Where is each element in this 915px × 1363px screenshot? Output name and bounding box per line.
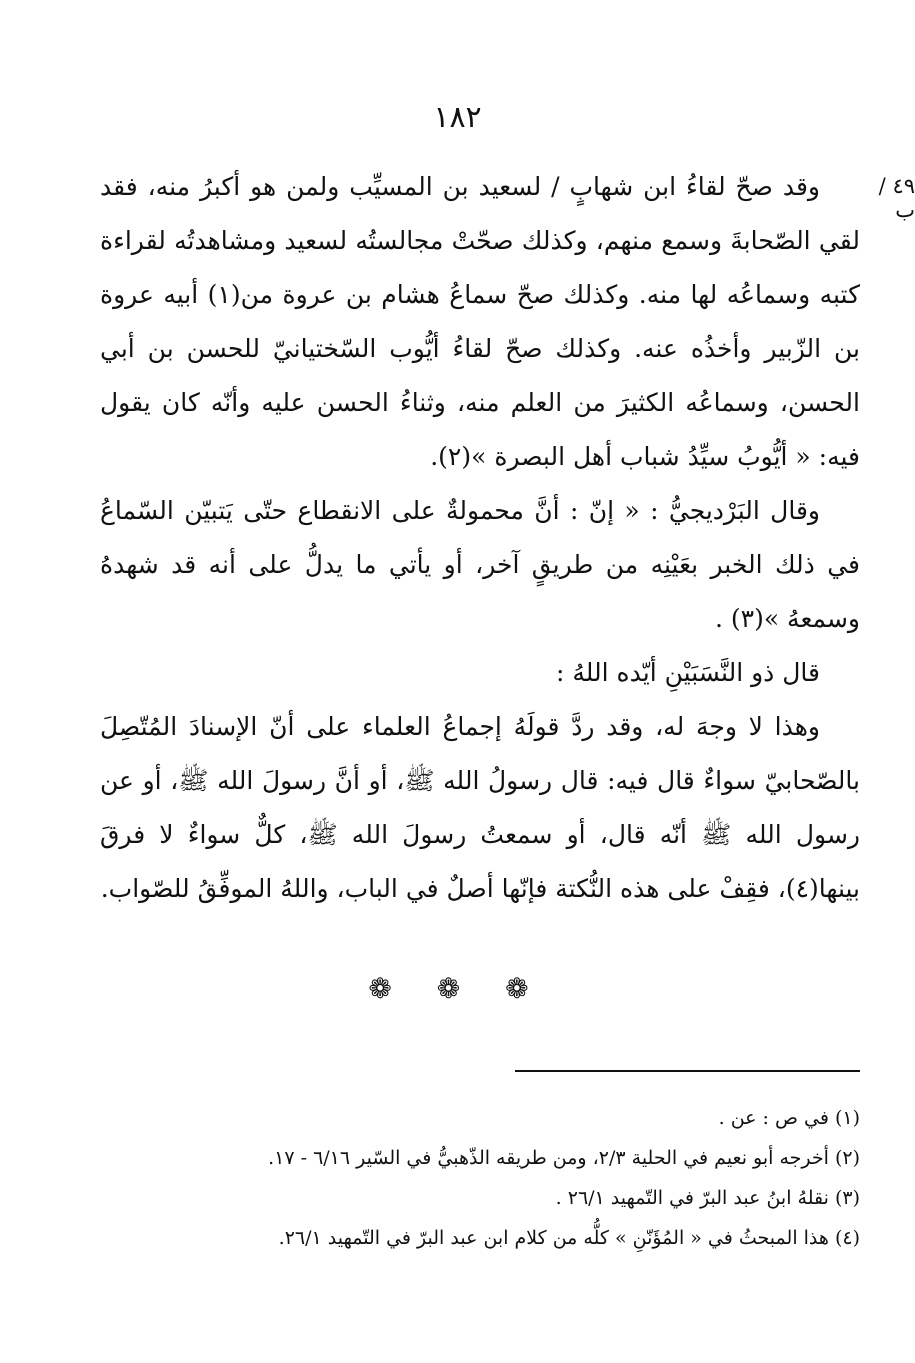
footnote: (٢) أخرجه أبو نعيم في الحلية ٢/٣، ومن طريقه الذّهبيُّ في السّير ٦/١٦ - ١٧. bbox=[268, 1147, 860, 1169]
paragraph: وقد صحّ لقاءُ ابن شهابٍ / لسعيد بن المسيِّب ولمن هو أكبرُ منه، فقد لقي الصّحابةَ وسمع منهم، وكذلك صحّتْ مجالستُه لسعيد ومشاهدتُه لقراءة كتبه وسماعُه لها منه. وكذلك صحّ سماعُ هشام بن عروة من(١) أبيه عروة بن الزّبير وأخذُه عنه. وكذلك صحّ لقاءُ أيُّوب السّختيانيّ للحسن بن أبي الحسن، وسماعُه الكثيرَ من العلم منه، وثناءُ الحسن عليه وأنّه كان يقول فيه: « أيُّوبُ سيِّدُ شباب أهل البصرة »(٢). bbox=[100, 172, 860, 471]
section-ornament-icon: ❁ ❁ ❁ bbox=[368, 972, 547, 1005]
paragraph: وقال البَرْديجيُّ : « إنّ : أنَّ محمولةٌ على الانقطاع حتّى يَتبيّن السّماعُ في ذلك الخبر بعَيْنِه من طريقٍ آخر، أو يأتي ما يدلُّ على أنه قد شهدهُ وسمعهُ »(٣) . bbox=[100, 496, 860, 633]
footnote-divider bbox=[515, 1070, 860, 1072]
manuscript-folio-reference: ٤٩ / ب bbox=[878, 174, 915, 222]
footnote: (١) في ص : عن . bbox=[718, 1107, 860, 1129]
page-number: ١٨٢ bbox=[433, 100, 482, 135]
footnote: (٣) نقلهُ ابنُ عبد البرّ في التّمهيد ٢٦/١ . bbox=[555, 1187, 860, 1209]
footnotes bbox=[150, 1098, 860, 1258]
main-text bbox=[100, 160, 860, 916]
paragraph: وهذا لا وجهَ له، وقد ردَّ قولَهُ إجماعُ العلماء على أنّ الإسنادَ المُتّصِلَ بالصّحابيّ سواءٌ قال فيه: قال رسولُ الله ﷺ، أو أنَّ رسولَ الله ﷺ، أو عن رسول الله ﷺ أنّه قال، أو سمعتُ رسولَ الله ﷺ، كلٌّ سواءٌ لا فرقَ بينها(٤)، فقِفْ على هذه النُّكتة فإنّها أصلٌ في الباب، واللهُ الموفِّقُ للصّواب. bbox=[100, 712, 860, 903]
footnote: (٤) هذا المبحثُ في « المُؤَنّنِ » كلُّه من كلام ابن عبد البرّ في التّمهيد ٢٦/١. bbox=[278, 1227, 860, 1249]
author-heading: قال ذو النَّسَبَيْنِ أيّده اللهُ : bbox=[556, 658, 820, 687]
